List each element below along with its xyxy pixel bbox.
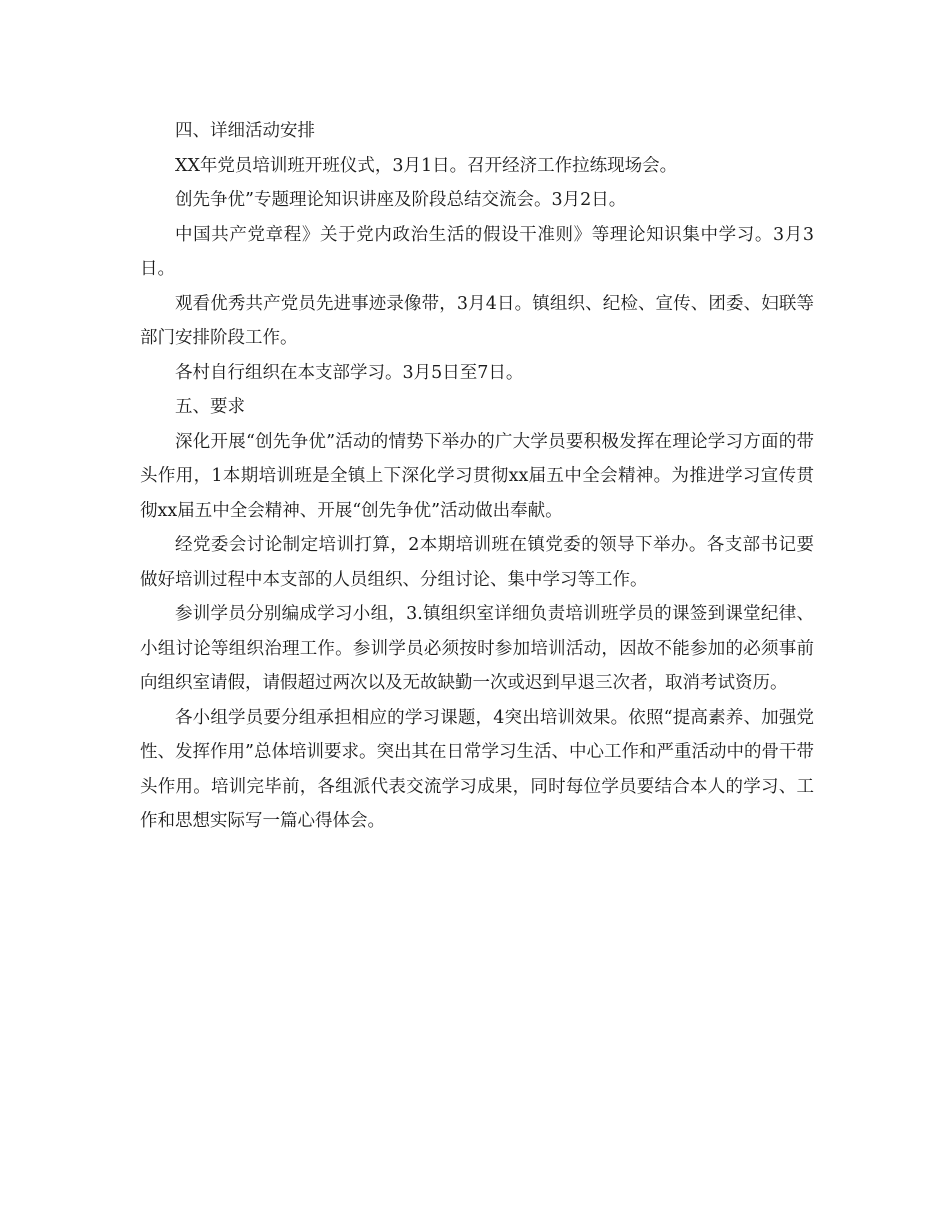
paragraph: 创先争优”专题理论知识讲座及阶段总结交流会。3月2日。: [175, 190, 627, 210]
paragraph: 观看优秀共产党员先进事迹录像带，3月4日。镇组织、纪检、宣传、团委、妇联等部门安排阶段工作。: [140, 293, 814, 348]
paragraph: XX年党员培训班开班仪式，3月1日。召开经济工作拉练现场会。: [175, 155, 678, 176]
paragraph: 各村自行组织在本支部学习。3月5日至7日。: [175, 362, 524, 383]
paragraph: 参训学员分别编成学习小组，3.镇组织室详细负责培训班学员的课签到课堂纪律、小组讨论等组织治理工作。参训学员必须按时参加培训活动，因故不能参加的必须事前向组织室请假，请假超过两次以及无故缺勤一次或迟到早退三次者，取消考试资历。: [140, 604, 814, 693]
section-heading-activity-schedule: 四、详细活动安排: [175, 121, 315, 141]
paragraph: 经党委会讨论制定培训打算，2本期培训班在镇党委的领导下举办。各支部书记要做好培训过程中本支部的人员组织、分组讨论、集中学习等工作。: [140, 535, 814, 590]
section-heading-requirements: 五、要求: [175, 397, 245, 417]
paragraph: 深化开展“创先争优”活动的情势下举办的广大学员要积极发挥在理论学习方面的带头作用，1本期培训班是全镇上下深化学习贯彻xx届五中全会精神。为推进学习宣传贯彻xx届五中全会精神、开展“创先争优”活动做出奉献。: [140, 431, 814, 521]
document-body: [140, 114, 814, 839]
paragraph: 中国共产党章程》关于党内政治生活的假设干准则》等理论知识集中学习。3月3日。: [140, 224, 814, 279]
paragraph: 各小组学员要分组承担相应的学习课题，4突出培训效果。依照“提高素养、加强党性、发挥作用”总体培训要求。突出其在日常学习生活、中心工作和严重活动中的骨干带头作用。培训完毕前，各组派代表交流学习成果，同时每位学员要结合本人的学习、工作和思想实际写一篇心得体会。: [140, 707, 814, 831]
